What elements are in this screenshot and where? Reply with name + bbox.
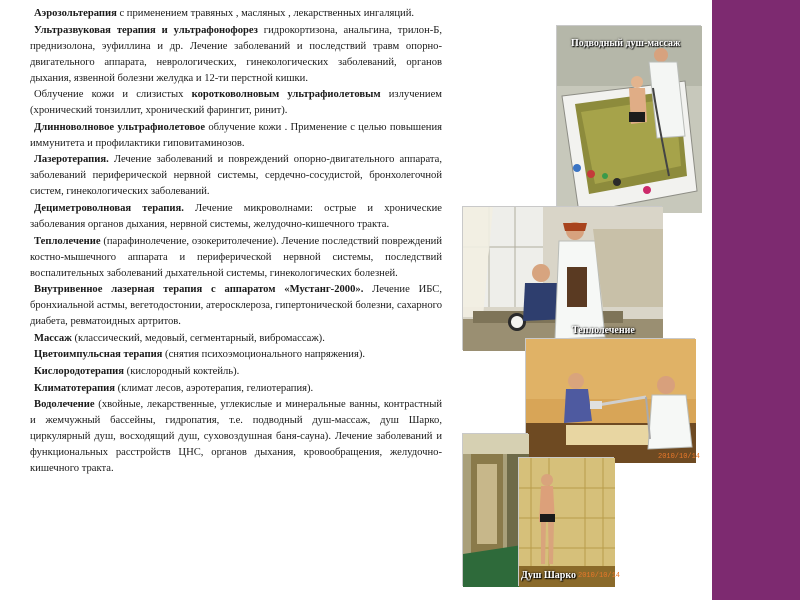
charcot-shower-photo xyxy=(518,457,621,586)
paragraph-aerosol: Аэрозольтерапия с применением травяных , масляных , лекарственных ингаляций. xyxy=(34,8,415,19)
paragraph-decimeter: Дециметроволновая терапия. Лечение микроволнами: острые и хронические заболевания органов дыхания, нервной системы, желудочно-кишечного тракта. xyxy=(30,202,442,230)
paragraph-ultrasound: Ультразвуковая терапия и ультрафонофорез гидрокортизона, анальгина, трилон-Б, преднизолона, эуфиллина и др. Лечение заболеваний и последствий травм опорно-двигательного аппарата, неврологических, гинекологических заболеваний, органов дыхания, язвенной болезни желудка и 12-ти перстной кишки. xyxy=(30,24,442,84)
underwater-massage-photo xyxy=(556,25,701,212)
heat-therapy-photo xyxy=(462,206,662,350)
laser-therapy-illustration xyxy=(526,339,696,463)
paragraph-massage: Массаж (классический, медовый, сегментарный, вибромассаж). xyxy=(34,332,325,344)
paragraph-color-pulse: Цветоимпульсная терапия (снятия психоэмоционального напряжения). xyxy=(34,349,366,361)
paragraph-long-uv: Длинноволновое ультрафиолетовое облучение кожи . Применение с целью повышения иммунитета и профилактики гиповитаминозов. xyxy=(30,121,443,149)
underwater-massage-illustration xyxy=(557,26,702,213)
underwater-massage-caption: Подводный душ-массаж xyxy=(571,38,681,49)
laser-therapy-photo xyxy=(525,338,701,462)
treatments-text-column xyxy=(30,6,442,478)
charcot-photo-date-stamp: 2010/10/14 xyxy=(578,572,621,580)
paragraph-iv-laser: Внутривенное лазерная терапия с аппаратом «Мустанг-2000». Лечение ИБС, бронхиальной астмы, вегетодостонии, атеросклероза, гипертонической болезни, сахарного диабета, ревматоидных артритов. xyxy=(30,284,442,328)
paragraph-short-uv: Облучение кожи и слизистых коротковолновым ультрафиолетовым излучением (хронический тонзиллит, хронический фарингит, ринит). xyxy=(30,89,442,117)
paragraph-hydro: Водолечение (хвойные, лекарственные, углекислые и минеральные ванны, контрастный и жемчужный бассейны, гидропатия, т.е. подводный душ-массаж, душ Шарко, циркулярный душ, восходящий душ, суховоздушная баня-сауна). Лечение заболеваний и функциональных расстройств ЦНС, органов дыхания, кровообращения, желудочно-кишечного тракта. xyxy=(30,399,442,475)
laser-photo-date-stamp: 2010/10/14 xyxy=(658,453,701,461)
decorative-purple-band xyxy=(712,0,800,600)
paragraph-heat: Теплолечение (парафинолечение, озокеритолечение). Лечение последствий повреждений костно-мышечного аппарата и периферической нервной системы, последствий воспалительных заболеваний дыхательной системы, гинекологических болезней. xyxy=(30,235,442,279)
charcot-shower-caption: Душ Шарко xyxy=(521,570,576,581)
heat-therapy-caption: Теплолечение xyxy=(572,325,635,336)
paragraph-climate: Климатотерапия (климат лесов, аэротерапия, гелиотерапия). xyxy=(34,382,314,394)
paragraph-oxygen: Кислородотерапия (кислородный коктейль). xyxy=(34,365,240,377)
paragraph-laser: Лазеротерапия. Лечение заболеваний и повреждений опорно-двигательного аппарата, заболеваний периферической нервной системы, сердечно-сосудистой, бронхолегочной систем, гинекологических заболеваний. xyxy=(30,154,442,198)
charcot-shower-illustration xyxy=(519,458,615,587)
